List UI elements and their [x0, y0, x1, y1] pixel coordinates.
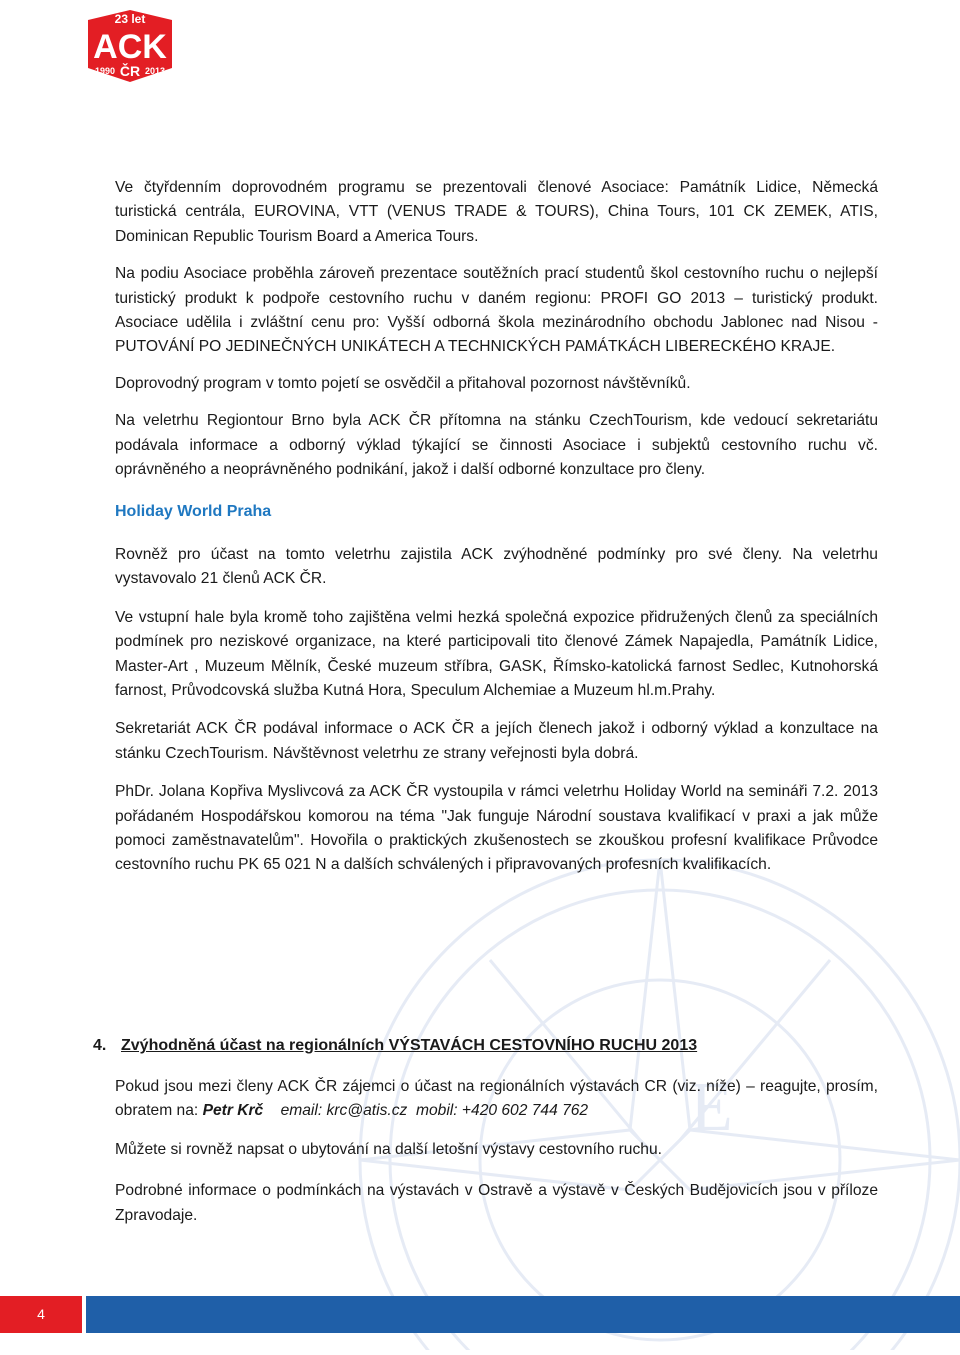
- contact-mobile: mobil: +420 602 744 762: [416, 1102, 589, 1120]
- paragraph-program-summary: Doprovodný program v tomto pojetí se osvědčil a přitahoval pozornost návštěvníků.: [115, 374, 691, 392]
- paragraph-contact: [115, 1075, 878, 1124]
- contact-email[interactable]: email: krc@atis.cz: [280, 1102, 408, 1120]
- logo-end-year: 2013: [144, 66, 166, 76]
- section-4-content: [115, 1075, 878, 1228]
- paragraph-accommodation: Můžete si rovněž napsat o ubytování na další letošní výstavy cestovního ruchu.: [115, 1140, 662, 1158]
- section-title-holiday-world: Holiday World Praha: [115, 503, 272, 521]
- page-header: [0, 0, 960, 100]
- contact-name: Petr Krč: [202, 1102, 264, 1120]
- paragraph-holiday-world: Rovněž pro účast na tomto veletrhu zajistila ACK zvýhodněné podmínky pro své členy. Na veletrhu vystavovalo 21 členů ACK ČR.: [115, 545, 878, 588]
- page-number: 4: [0, 1296, 82, 1333]
- main-content: [115, 176, 878, 878]
- section-4-heading: [93, 1034, 893, 1058]
- footer-bar: [0, 1296, 960, 1333]
- section-4-title: Zvýhodněná účast na regionálních VÝSTAVÁCH CESTOVNÍHO RUCHU 2013: [121, 1037, 698, 1054]
- ack-logo-icon: [80, 6, 180, 86]
- footer-divider: [82, 1296, 86, 1333]
- logo-years: 23 let: [114, 12, 146, 26]
- paragraph-regiontour: Na veletrhu Regiontour Brno byla ACK ČR přítomna na stánku CzechTourism, kde vedoucí sekretariátu podávala informace a odborný výklad týkající se činnosti Asociace i subjektů cestovního ruchu vč. oprávněného a neoprávněného podnikání, jakož i další odborné konzultace pro členy.: [115, 412, 878, 479]
- svg-text:E: E: [690, 1069, 733, 1146]
- logo-country: ČR: [119, 63, 141, 79]
- paragraph-secretariat: Sekretariát ACK ČR podával informace o ACK ČR a jejích členech jakož i odborný výklad a konzultace na stánku CzechTourism. Návštěvnost veletrhu ze strany veřejnosti byla dobrá.: [115, 720, 878, 762]
- ack-logo: [80, 6, 180, 86]
- logo-start-year: 1990: [94, 66, 116, 76]
- logo-brand: ACK: [93, 28, 167, 66]
- paragraph-program: Ve čtyřdenním doprovodném programu se prezentovali členové Asociace: Památník Lidice, Německá turistická centrála, EUROVINA, VTT (VENUS TRADE & TOURS), China Tours, 101 CK ZEMEK, ATIS, Dominican Republic Tourism Board a America Tours.: [115, 179, 878, 245]
- paragraph-details: Podrobné informace o podmínkách na výstavách v Ostravě a výstavě v Českých Budějovicích jsou v příloze Zpravodaje.: [115, 1182, 878, 1224]
- section-4-number: 4.: [93, 1037, 107, 1054]
- paragraph-seminar: PhDr. Jolana Kopřiva Myslivcová za ACK ČR vystoupila v rámci veletrhu Holiday World na semináři 7.2. 2013 pořádaném Hospodářskou komorou na téma "Jak funguje Národní soustava kvalifikací v praxi a jak může pomoci zaměstnavatelům". Hovořila o praktických zkušenostech se zkouškou profesní kvalifikace Průvodce cestovního ruchu PK 65 021 N a dalších schválených i připravovaných profesních kvalifikacích.: [115, 783, 878, 874]
- contact-intro: Pokud jsou mezi členy ACK ČR zájemci o účast na regionálních výstavách CR (viz. níže) – reagujte, prosím, obratem na:: [115, 1078, 878, 1120]
- paragraph-podium: Na podiu Asociace proběhla zároveň prezentace soutěžních prací studentů škol cestovního ruchu o nejlepší turistický produkt k podpoře cestovního ruchu v daném regionu: PROFI GO 2013 – turistický produkt. Asociace udělila i zvláštní cenu pro: Vyšší odborná škola mezinárodního obchodu Jablonec nad Nisou - PUTOVÁNÍ PO JEDINEČNÝCH UNIKÁTECH A TECHNICKÝCH PAMÁTKÁCH LIBERECKÉHO KRAJE.: [115, 265, 878, 356]
- paragraph-expo: Ve vstupní hale byla kromě toho zajištěna velmi hezká společná expozice přidružených členů za speciálních podmínek pro neziskové organizace, na které participovali tito členové Zámek Napajedla, Památník Lidice, Master-Art , Muzeum Mělník, České muzeum stříbra, GASK, Římsko-katolická farnost Sedlec, Kutnohorská farnost, Průvodcovská služba Kutná Hora, Speculum Alchemiae a Muzeum hl.m.Prahy.: [115, 608, 878, 699]
